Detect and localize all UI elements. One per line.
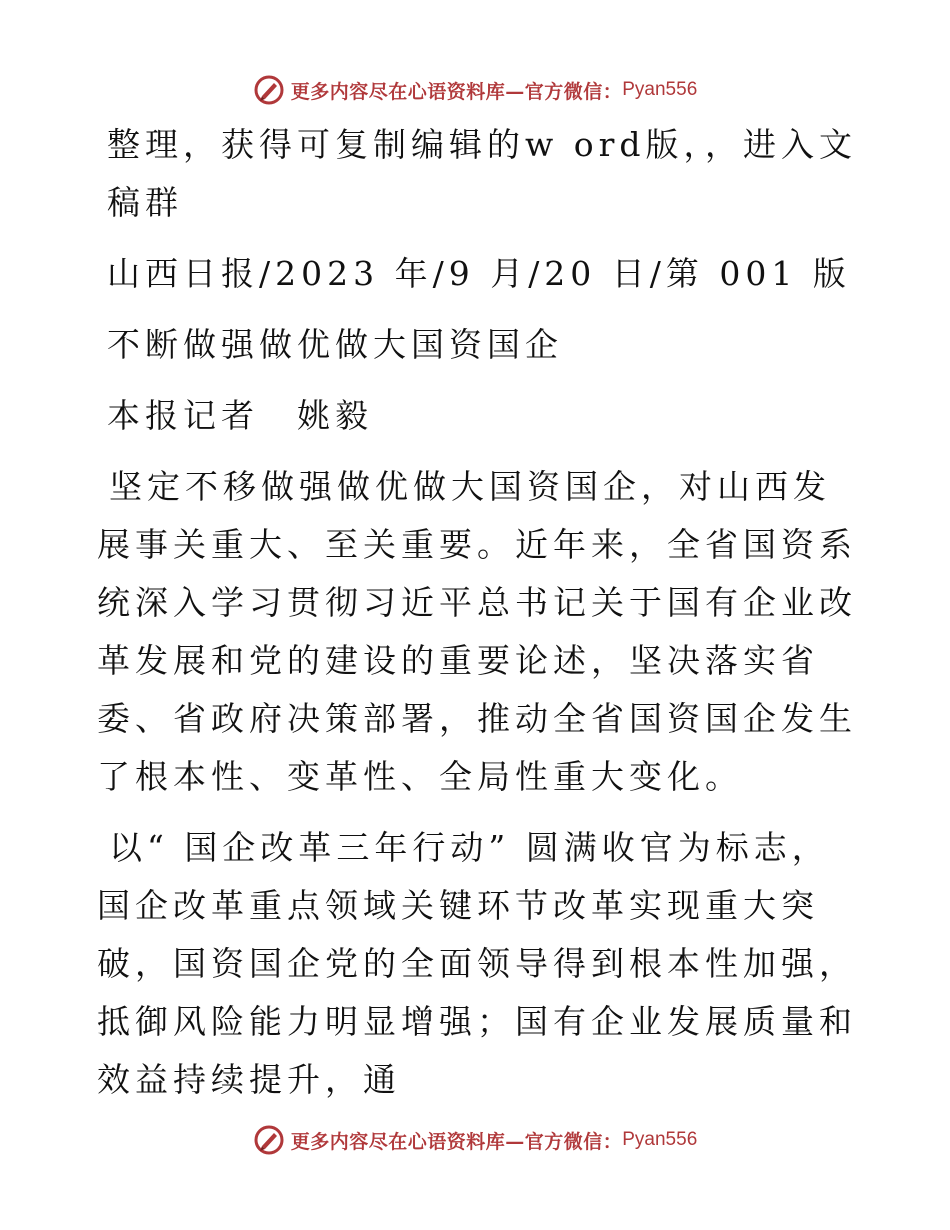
watermark-handle: Pyan556: [622, 79, 698, 100]
watermark-text: 更多内容尽在心语资料库—官方微信：: [290, 1130, 623, 1153]
watermark-text: 更多内容尽在心语资料库—官方微信：: [290, 80, 623, 103]
pen-logo-icon: [253, 74, 285, 106]
watermark-handle: Pyan556: [622, 1129, 698, 1150]
watermark-footer: [0, 1120, 950, 1160]
article-paragraph: 以“ 国企改革三年行动” 圆满收官为标志，国企改革重点领域关键环节改革实现重大突破，国资国企党的全面领导得到根本性加强，抵御风险能力明显增强；国有企业发展质量和效益持续提升，通: [97, 828, 857, 1099]
watermark-header: [0, 70, 950, 110]
article-byline: 本报记者 姚毅: [107, 396, 373, 435]
article-body: [97, 116, 857, 1122]
article-paragraph: 坚定不移做强做优做大国资国企，对山西发展事关重大、至关重要。近年来，全省国资系统深入学习贯彻习近平总书记关于国有企业改革发展和党的建设的重要论述，坚决落实省委、省政府决策部署，推动全省国资国企发生了根本性、变革性、全局性重大变化。: [97, 467, 857, 796]
article-note: 整理，获得可复制编辑的w ord版，，进入文稿群: [107, 125, 858, 222]
article-source: 山西日报/2023 年/9 月/20 日/第 001 版: [107, 254, 851, 293]
pen-logo-icon: [253, 1124, 285, 1156]
article-headline: 不断做强做优做大国资国企: [107, 325, 563, 364]
